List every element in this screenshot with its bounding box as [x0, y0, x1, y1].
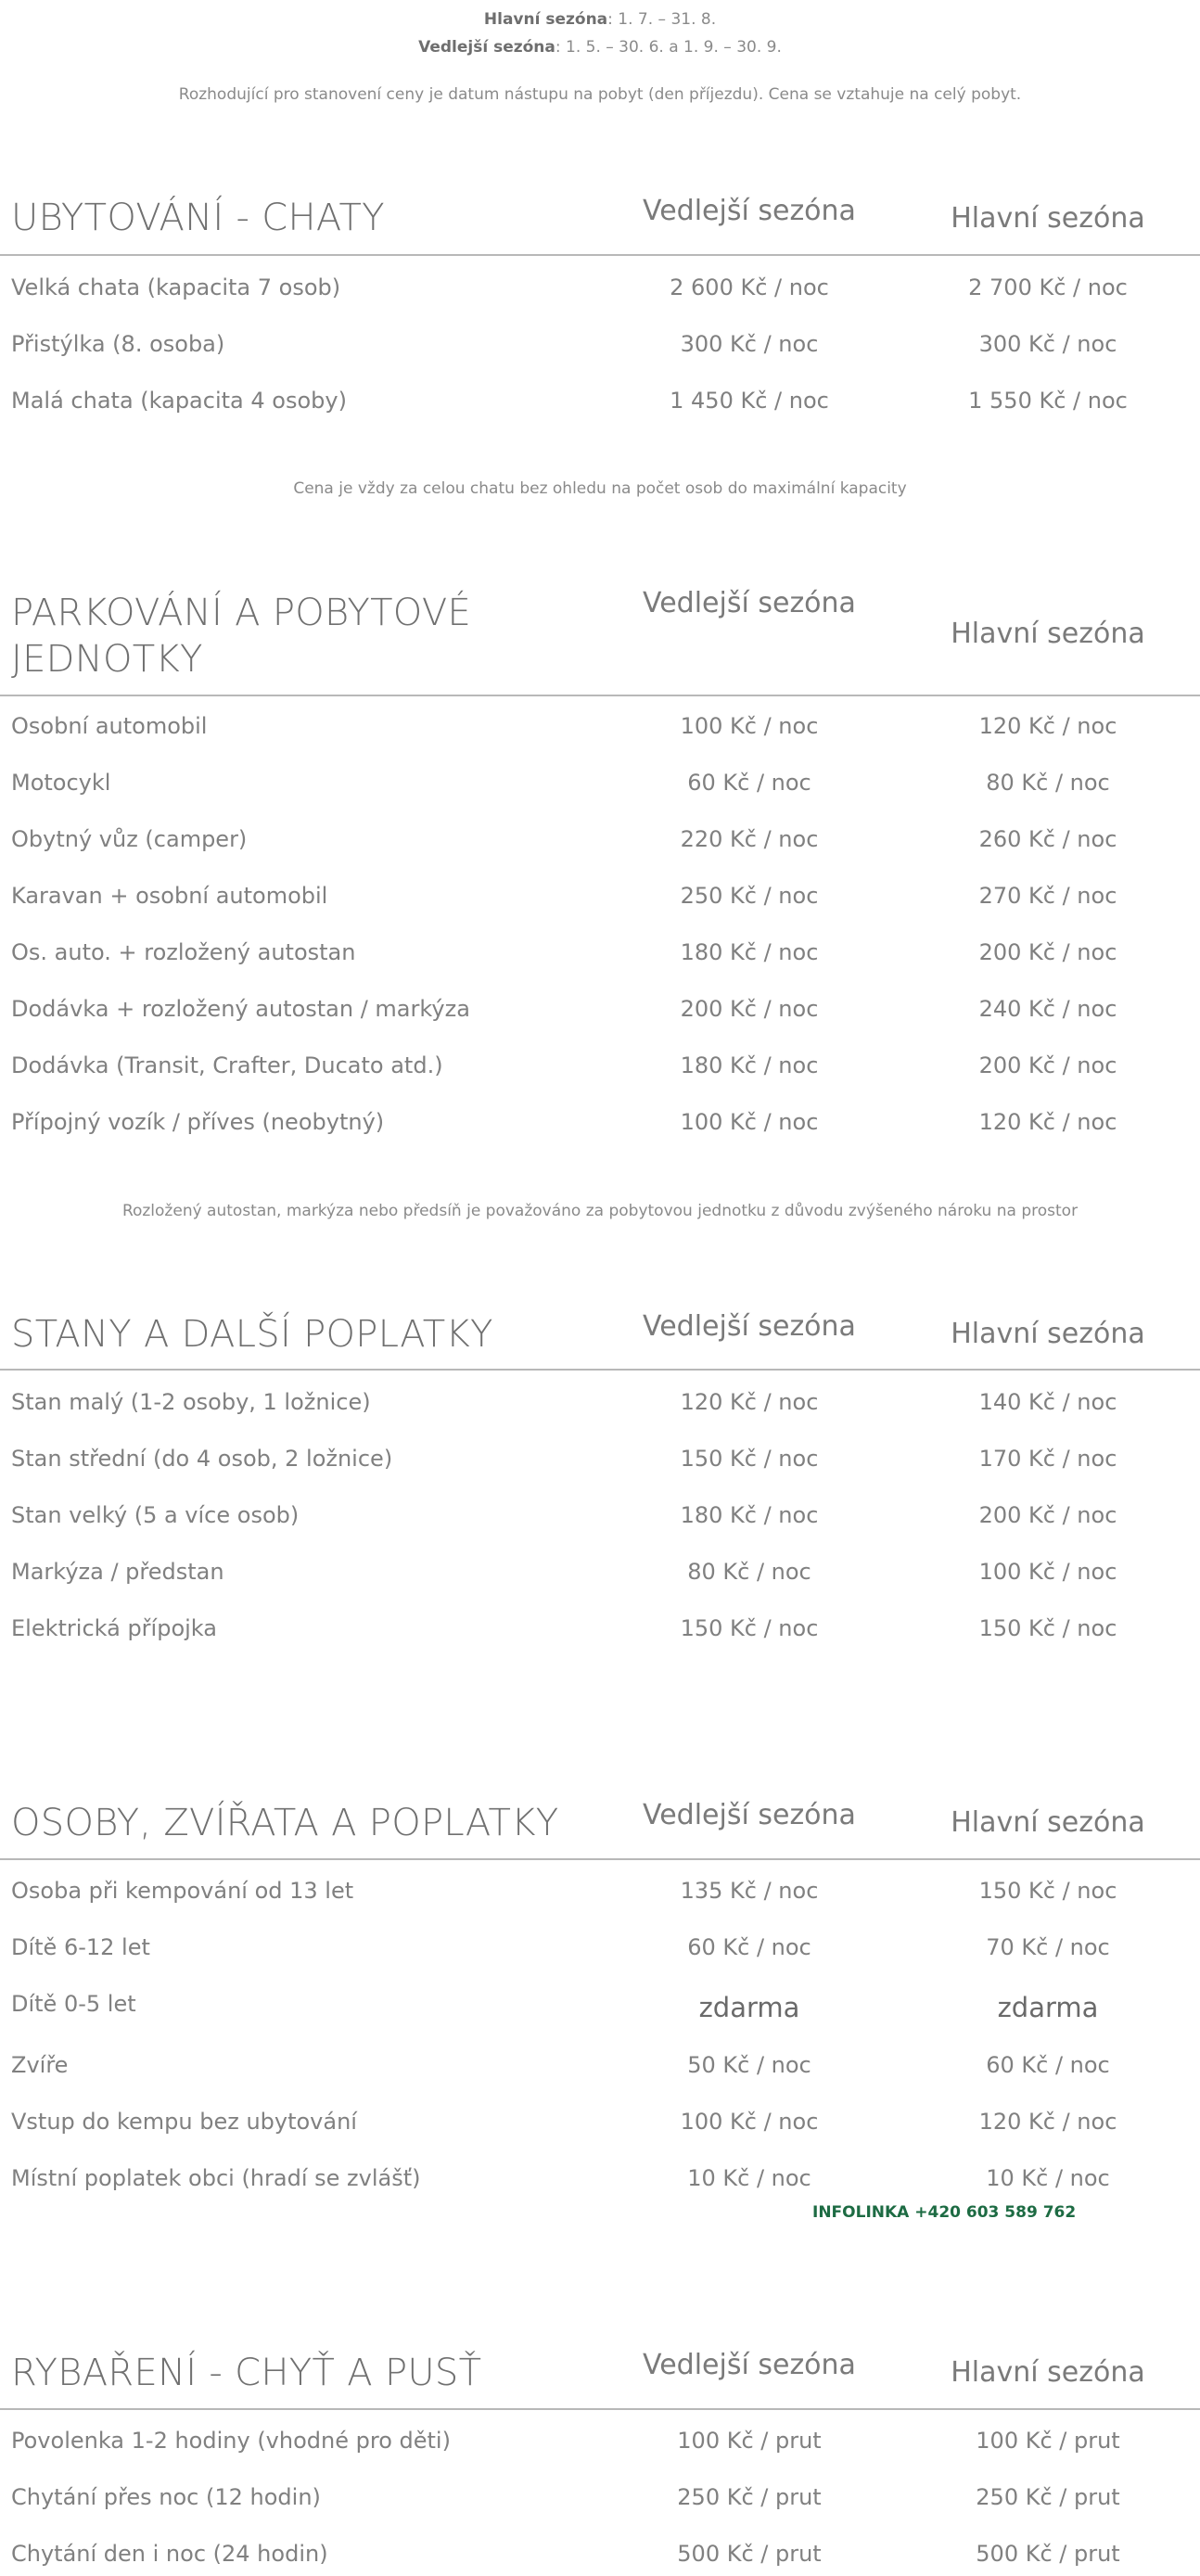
main-season-dates: : 1. 7. – 31. 8.: [607, 10, 717, 29]
table-row: [0, 1929, 1200, 1966]
main-season-price: 10 Kč / noc: [986, 2165, 1110, 2191]
row-label: Malá chata (kapacita 4 osoby): [11, 388, 347, 414]
main-season-price: 140 Kč / noc: [978, 1389, 1117, 1415]
column-header-side-season: Vedlejší sezóna: [643, 587, 856, 619]
table-row: [0, 1553, 1200, 1590]
row-label: Karavan + osobní automobil: [11, 883, 328, 909]
table-row: [0, 1985, 1200, 2022]
side-season-price: 180 Kč / noc: [680, 1052, 819, 1078]
side-season-price: 2 600 Kč / noc: [670, 274, 829, 300]
side-season-price: zdarma: [698, 1992, 800, 2023]
main-season-price: 200 Kč / noc: [978, 1052, 1117, 1078]
section-title: PARKOVÁNÍ A POBYTOVÉ JEDNOTKY: [11, 592, 472, 681]
row-label: Zvíře: [11, 2052, 69, 2078]
main-season-label: Hlavní sezóna: [483, 10, 608, 29]
table-row: [0, 1440, 1200, 1477]
main-season-price: 500 Kč / prut: [976, 2541, 1120, 2567]
row-label: Osoba při kempování od 13 let: [11, 1878, 354, 1904]
row-label: Elektrická přípojka: [11, 1615, 217, 1641]
column-header-main-season: Hlavní sezóna: [951, 2356, 1145, 2389]
table-row: [0, 708, 1200, 745]
table-row: [0, 2160, 1200, 2197]
table-row: [0, 821, 1200, 858]
section-note: Cena je vždy za celou chatu bez ohledu na počet osob do maximální kapacity: [293, 479, 907, 498]
side-season-price: 300 Kč / noc: [680, 331, 819, 357]
main-season-price: 150 Kč / noc: [978, 1878, 1117, 1904]
header-divider: [0, 1858, 1200, 1860]
main-season-price: 200 Kč / noc: [978, 1502, 1117, 1528]
main-season-price: zdarma: [997, 1992, 1099, 2023]
column-header-main-season: Hlavní sezóna: [951, 618, 1145, 650]
main-season-price: 270 Kč / noc: [978, 883, 1117, 909]
main-season-price: 200 Kč / noc: [978, 939, 1117, 965]
side-season-line: [0, 33, 1200, 61]
row-label: Povolenka 1-2 hodiny (vhodné pro děti): [11, 2428, 451, 2454]
column-header-main-season: Hlavní sezóna: [951, 202, 1145, 235]
table-row: [0, 1047, 1200, 1084]
main-season-price: 120 Kč / noc: [978, 713, 1117, 739]
side-season-price: 150 Kč / noc: [680, 1446, 819, 1472]
column-header-side-season: Vedlejší sezóna: [643, 1799, 856, 1831]
main-season-price: 150 Kč / noc: [978, 1615, 1117, 1641]
row-label: Místní poplatek obci (hradí se zvlášť): [11, 2165, 421, 2191]
main-season-price: 240 Kč / noc: [978, 996, 1117, 1022]
section-title: UBYTOVÁNÍ - CHATY: [11, 197, 385, 239]
row-label: Přípojný vozík / příves (neobytný): [11, 1109, 385, 1135]
side-season-price: 250 Kč / noc: [680, 883, 819, 909]
row-label: Chytání den i noc (24 hodin): [11, 2541, 328, 2567]
section-title: RYBAŘENÍ - CHYŤ A PUSŤ: [11, 2352, 482, 2394]
table-row: [0, 382, 1200, 419]
column-header-side-season: Vedlejší sezóna: [643, 2349, 856, 2381]
main-season-price: 170 Kč / noc: [978, 1446, 1117, 1472]
row-label: Dítě 0-5 let: [11, 1991, 136, 2017]
header-divider: [0, 695, 1200, 696]
row-label: Motocykl: [11, 770, 111, 796]
row-label: Markýza / předstan: [11, 1559, 224, 1585]
column-header-side-season: Vedlejší sezóna: [643, 1310, 856, 1343]
table-row: [0, 1872, 1200, 1909]
main-season-price: 260 Kč / noc: [978, 826, 1117, 852]
header-divider: [0, 2408, 1200, 2410]
side-season-price: 120 Kč / noc: [680, 1389, 819, 1415]
main-season-price: 70 Kč / noc: [986, 1934, 1110, 1960]
side-season-price: 500 Kč / prut: [677, 2541, 822, 2567]
side-season-price: 100 Kč / noc: [680, 1109, 819, 1135]
row-label: Os. auto. + rozložený autostan: [11, 939, 356, 965]
side-season-price: 150 Kč / noc: [680, 1615, 819, 1641]
table-row: [0, 2535, 1200, 2572]
table-row: [0, 2422, 1200, 2459]
main-season-price: 120 Kč / noc: [978, 2109, 1117, 2135]
price-rule-note: Rozhodující pro stanovení ceny je datum nástupu na pobyt (den příjezdu). Cena se vztahuje na celý pobyt.: [178, 85, 1022, 104]
side-season-price: 100 Kč / noc: [680, 2109, 819, 2135]
table-row: [0, 2103, 1200, 2140]
table-row: [0, 2047, 1200, 2084]
row-label: Chytání přes noc (12 hodin): [11, 2484, 321, 2510]
infoline-phone[interactable]: INFOLINKA +420 603 589 762: [812, 2203, 1077, 2222]
table-row: [0, 934, 1200, 971]
main-season-price: 250 Kč / prut: [976, 2484, 1120, 2510]
header-divider: [0, 254, 1200, 256]
table-row: [0, 877, 1200, 914]
side-season-price: 80 Kč / noc: [687, 1559, 811, 1585]
section-note: Rozložený autostan, markýza nebo předsíň je považováno za pobytovou jednotku z důvodu zvýšeného nároku na prostor: [121, 1202, 1079, 1220]
row-label: Stan velký (5 a více osob): [11, 1502, 300, 1528]
section-title: OSOBY, ZVÍŘATA A POPLATKY: [11, 1802, 559, 1844]
table-row: [0, 269, 1200, 306]
side-season-dates: : 1. 5. – 30. 6. a 1. 9. – 30. 9.: [555, 38, 782, 57]
side-season-price: 250 Kč / prut: [677, 2484, 822, 2510]
table-row: [0, 1497, 1200, 1534]
main-season-price: 300 Kč / noc: [978, 331, 1117, 357]
row-label: Velká chata (kapacita 7 osob): [11, 274, 341, 300]
side-season-price: 100 Kč / noc: [680, 713, 819, 739]
side-season-price: 200 Kč / noc: [680, 996, 819, 1022]
table-row: [0, 764, 1200, 801]
main-season-line: [0, 6, 1200, 33]
row-label: Dodávka + rozložený autostan / markýza: [11, 996, 470, 1022]
column-header-main-season: Hlavní sezóna: [951, 1806, 1145, 1839]
side-season-price: 100 Kč / prut: [677, 2428, 822, 2454]
side-season-price: 180 Kč / noc: [680, 939, 819, 965]
side-season-price: 180 Kč / noc: [680, 1502, 819, 1528]
row-label: Osobní automobil: [11, 713, 208, 739]
row-label: Stan malý (1-2 osoby, 1 ložnice): [11, 1389, 371, 1415]
main-season-price: 120 Kč / noc: [978, 1109, 1117, 1135]
table-row: [0, 1103, 1200, 1141]
section-title: STANY A DALŠÍ POPLATKY: [11, 1313, 493, 1356]
table-row: [0, 990, 1200, 1027]
row-label: Vstup do kempu bez ubytování: [11, 2109, 357, 2135]
table-row: [0, 325, 1200, 363]
side-season-label: Vedlejší sezóna: [418, 38, 555, 57]
header-divider: [0, 1369, 1200, 1371]
main-season-price: 80 Kč / noc: [986, 770, 1110, 796]
table-row: [0, 2479, 1200, 2516]
main-season-price: 2 700 Kč / noc: [968, 274, 1128, 300]
side-season-price: 1 450 Kč / noc: [670, 388, 829, 414]
table-row: [0, 1610, 1200, 1647]
row-label: Přistýlka (8. osoba): [11, 331, 225, 357]
column-header-main-season: Hlavní sezóna: [951, 1318, 1145, 1350]
side-season-price: 50 Kč / noc: [687, 2052, 811, 2078]
side-season-price: 10 Kč / noc: [687, 2165, 811, 2191]
table-row: [0, 1384, 1200, 1421]
main-season-price: 100 Kč / prut: [976, 2428, 1120, 2454]
season-info: [0, 6, 1200, 61]
row-label: Obytný vůz (camper): [11, 826, 248, 852]
side-season-price: 220 Kč / noc: [680, 826, 819, 852]
row-label: Dítě 6-12 let: [11, 1934, 150, 1960]
main-season-price: 60 Kč / noc: [986, 2052, 1110, 2078]
row-label: Stan střední (do 4 osob, 2 ložnice): [11, 1446, 393, 1472]
main-season-price: 100 Kč / noc: [978, 1559, 1117, 1585]
side-season-price: 60 Kč / noc: [687, 1934, 811, 1960]
column-header-side-season: Vedlejší sezóna: [643, 195, 856, 227]
row-label: Dodávka (Transit, Crafter, Ducato atd.): [11, 1052, 443, 1078]
main-season-price: 1 550 Kč / noc: [968, 388, 1128, 414]
side-season-price: 135 Kč / noc: [680, 1878, 819, 1904]
side-season-price: 60 Kč / noc: [687, 770, 811, 796]
